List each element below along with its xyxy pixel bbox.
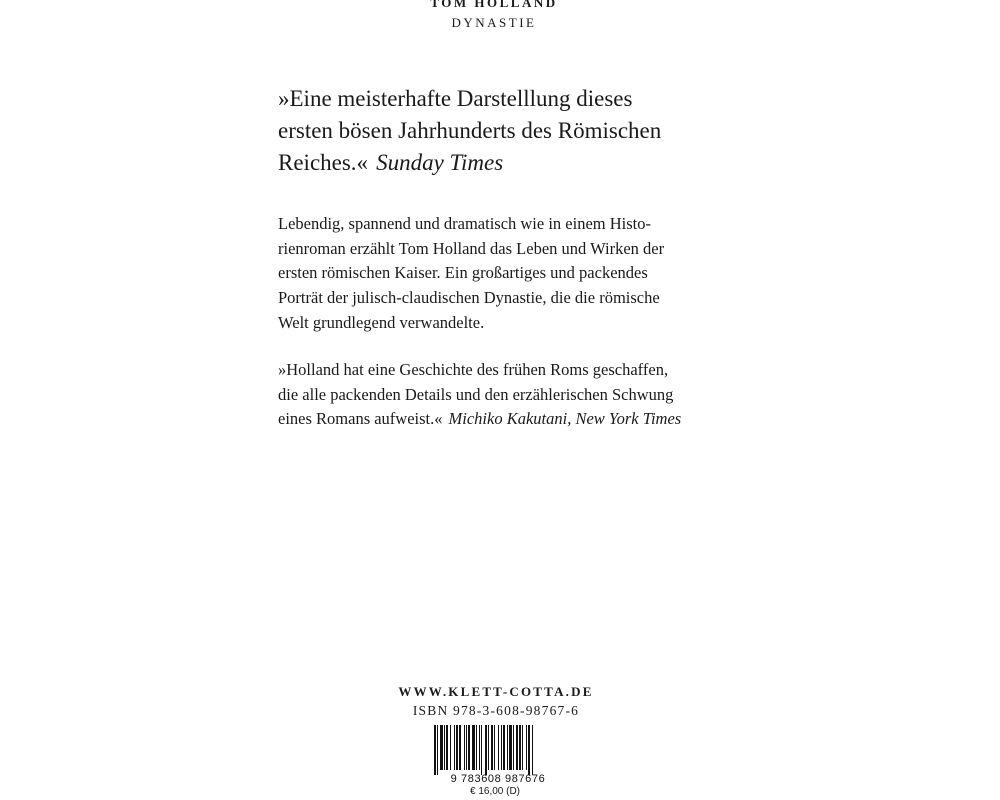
price-label: € 16,00 (D) [469,786,521,797]
barcode-bar [464,725,465,770]
barcode-bar [488,725,489,770]
barcode-bar [476,725,477,770]
description-line: rienroman erzählt Tom Holland das Leben und Wirken der [278,238,665,258]
barcode-bar [481,725,482,775]
barcode-bar [528,725,530,775]
description-line: Porträt der julisch-claudischen Dynastie, die die römische [278,288,660,308]
book-title: DYNASTIE [451,15,537,30]
quote-line [278,147,738,179]
barcode-bar [446,725,448,770]
barcode-bar [434,725,436,775]
barcode-bar [437,725,438,775]
quote-line [278,407,738,432]
review-quote-top [278,83,738,179]
barcode-bar [494,725,495,770]
book-header [0,0,988,32]
barcode-bar [516,725,518,770]
barcode-bar [444,725,445,770]
author-name: TOM HOLLAND [430,0,558,10]
quote-line-text: eines Romans aufweist.« [278,409,443,429]
barcode-bar [472,725,475,770]
barcode-bar [456,725,458,770]
barcode-bar [526,725,527,770]
barcode-bar [459,725,461,770]
publisher-url: WWW.KLETT-COTTA.DE [398,684,594,699]
quote-line: »Eine meisterhafte Darstelllung dieses [278,86,633,111]
barcode-bar [513,725,514,770]
barcode-bar [503,725,505,770]
barcode-bar [519,725,521,770]
barcode [424,725,572,783]
barcode-bar [454,725,455,770]
barcode-bar [440,725,443,770]
barcode-bar [522,725,523,770]
barcode-bar [466,725,467,770]
barcode-bar [501,725,502,770]
review-quote-bottom [278,358,738,432]
quote-line-text: Reiches.« [278,150,369,175]
barcode-bar [532,725,533,775]
barcode-bar [498,725,499,770]
book-description [278,212,738,336]
barcode-bar [491,725,493,770]
description-line: ersten römischen Kaiser. Ein großartiges und packendes [278,263,648,283]
quote-line: »Holland hat eine Geschichte des frühen Roms geschaffen, [278,360,669,379]
barcode-bar [450,725,451,770]
barcode-bar [509,725,512,770]
quote-line: ersten bösen Jahrhunderts des Römischen [278,118,662,143]
barcode-bar [507,725,508,770]
description-line: Welt grundlegend verwandelte. [278,312,485,332]
isbn-number: ISBN 978-3-608-98767-6 [412,703,580,718]
quote-source: Michiko Kakutani, New York Times [448,409,682,429]
barcode-bar [479,725,480,770]
quote-source: Sunday Times [376,150,504,175]
barcode-bar [485,725,487,775]
quote-line: die alle packenden Details und den erzählerischen Schwung [278,384,674,404]
barcode-bar [468,725,470,770]
description-line: Lebendig, spannend und dramatisch wie in einem Histo- [278,214,651,233]
barcode-digits: 9 783608 987676 [450,773,546,783]
